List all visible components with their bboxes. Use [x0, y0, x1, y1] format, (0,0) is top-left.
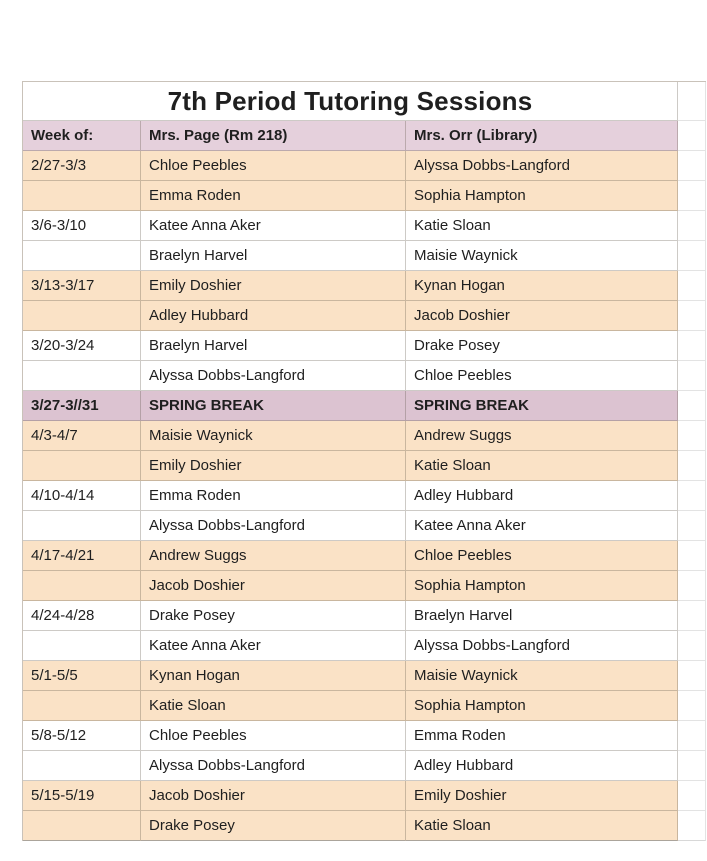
page-student-cell[interactable]: Jacob Doshier [141, 781, 406, 811]
empty-cell[interactable] [678, 541, 706, 571]
orr-student-cell[interactable]: Chloe Peebles [406, 361, 678, 391]
orr-student-cell[interactable]: Maisie Waynick [406, 661, 678, 691]
table-row [23, 361, 706, 391]
column-header-week[interactable]: Week of: [23, 121, 141, 151]
week-cell[interactable] [23, 751, 141, 781]
empty-cell[interactable] [678, 241, 706, 271]
week-cell[interactable] [23, 241, 141, 271]
orr-student-cell[interactable]: Sophia Hampton [406, 571, 678, 601]
table-row [23, 391, 706, 421]
week-cell[interactable]: 3/13-3/17 [23, 271, 141, 301]
page-student-cell[interactable]: Alyssa Dobbs-Langford [141, 361, 406, 391]
empty-cell[interactable] [678, 811, 706, 841]
header-row [23, 121, 706, 151]
empty-cell[interactable] [678, 631, 706, 661]
table-row [23, 541, 706, 571]
orr-student-cell[interactable]: Sophia Hampton [406, 181, 678, 211]
week-cell[interactable] [23, 811, 141, 841]
empty-cell[interactable] [678, 421, 706, 451]
orr-student-cell[interactable]: Emma Roden [406, 721, 678, 751]
empty-cell[interactable] [678, 751, 706, 781]
week-cell[interactable] [23, 361, 141, 391]
week-cell[interactable] [23, 451, 141, 481]
week-cell[interactable]: 3/20-3/24 [23, 331, 141, 361]
week-cell[interactable]: 5/8-5/12 [23, 721, 141, 751]
week-cell[interactable]: 5/1-5/5 [23, 661, 141, 691]
page-student-cell[interactable]: Emily Doshier [141, 271, 406, 301]
page-student-cell[interactable]: Adley Hubbard [141, 301, 406, 331]
empty-cell[interactable] [678, 301, 706, 331]
week-cell[interactable]: 3/27-3//31 [23, 391, 141, 421]
empty-cell[interactable] [678, 361, 706, 391]
page-student-cell[interactable]: SPRING BREAK [141, 391, 406, 421]
page-student-cell[interactable]: Emma Roden [141, 481, 406, 511]
page-student-cell[interactable]: Emma Roden [141, 181, 406, 211]
page-student-cell[interactable]: Jacob Doshier [141, 571, 406, 601]
page-student-cell[interactable]: Emily Doshier [141, 451, 406, 481]
week-cell[interactable]: 4/3-4/7 [23, 421, 141, 451]
empty-cell[interactable] [678, 181, 706, 211]
table-row [23, 661, 706, 691]
orr-student-cell[interactable]: Katee Anna Aker [406, 511, 678, 541]
empty-cell[interactable] [678, 82, 706, 121]
empty-cell[interactable] [678, 601, 706, 631]
page-student-cell[interactable]: Drake Posey [141, 811, 406, 841]
orr-student-cell[interactable]: Alyssa Dobbs-Langford [406, 631, 678, 661]
week-cell[interactable] [23, 181, 141, 211]
table-row [23, 241, 706, 271]
orr-student-cell[interactable]: Chloe Peebles [406, 541, 678, 571]
orr-student-cell[interactable]: Jacob Doshier [406, 301, 678, 331]
table-row [23, 811, 706, 841]
week-cell[interactable] [23, 571, 141, 601]
title-row [23, 82, 706, 121]
table-row [23, 511, 706, 541]
column-header-mrs-page[interactable]: Mrs. Page (Rm 218) [141, 121, 406, 151]
table-row [23, 181, 706, 211]
page-student-cell[interactable]: Chloe Peebles [141, 151, 406, 181]
orr-student-cell[interactable]: Drake Posey [406, 331, 678, 361]
table-row [23, 481, 706, 511]
page-student-cell[interactable]: Chloe Peebles [141, 721, 406, 751]
empty-cell[interactable] [678, 721, 706, 751]
page-student-cell[interactable]: Braelyn Harvel [141, 331, 406, 361]
empty-cell[interactable] [678, 511, 706, 541]
orr-student-cell[interactable]: Maisie Waynick [406, 241, 678, 271]
table-row [23, 211, 706, 241]
week-cell[interactable]: 2/27-3/3 [23, 151, 141, 181]
table-row [23, 751, 706, 781]
week-cell[interactable] [23, 631, 141, 661]
orr-student-cell[interactable]: SPRING BREAK [406, 391, 678, 421]
orr-student-cell[interactable]: Sophia Hampton [406, 691, 678, 721]
orr-student-cell[interactable]: Adley Hubbard [406, 751, 678, 781]
orr-student-cell[interactable]: Braelyn Harvel [406, 601, 678, 631]
empty-cell[interactable] [678, 451, 706, 481]
week-cell[interactable]: 5/15-5/19 [23, 781, 141, 811]
table-row [23, 601, 706, 631]
orr-student-cell[interactable]: Kynan Hogan [406, 271, 678, 301]
table-row [23, 721, 706, 751]
table-title: 7th Period Tutoring Sessions [23, 82, 678, 121]
table-body [23, 151, 706, 841]
orr-student-cell[interactable]: Adley Hubbard [406, 481, 678, 511]
page-student-cell[interactable]: Maisie Waynick [141, 421, 406, 451]
page-student-cell[interactable]: Kynan Hogan [141, 661, 406, 691]
table-row [23, 151, 706, 181]
empty-cell[interactable] [678, 661, 706, 691]
week-cell[interactable]: 4/17-4/21 [23, 541, 141, 571]
page-student-cell[interactable]: Braelyn Harvel [141, 241, 406, 271]
orr-student-cell[interactable]: Alyssa Dobbs-Langford [406, 151, 678, 181]
empty-cell[interactable] [678, 211, 706, 241]
empty-cell[interactable] [678, 331, 706, 361]
page-student-cell[interactable]: Alyssa Dobbs-Langford [141, 751, 406, 781]
empty-cell[interactable] [678, 481, 706, 511]
table-row [23, 781, 706, 811]
tutoring-schedule-table [22, 81, 706, 841]
page-student-cell[interactable]: Katee Anna Aker [141, 211, 406, 241]
column-header-mrs-orr[interactable]: Mrs. Orr (Library) [406, 121, 678, 151]
table-row [23, 451, 706, 481]
table-row [23, 691, 706, 721]
table-row [23, 571, 706, 601]
week-cell[interactable]: 4/24-4/28 [23, 601, 141, 631]
orr-student-cell[interactable]: Katie Sloan [406, 811, 678, 841]
empty-cell[interactable] [678, 121, 706, 151]
page-student-cell[interactable]: Katee Anna Aker [141, 631, 406, 661]
page-student-cell[interactable]: Andrew Suggs [141, 541, 406, 571]
empty-cell[interactable] [678, 391, 706, 421]
table-row [23, 331, 706, 361]
orr-student-cell[interactable]: Katie Sloan [406, 451, 678, 481]
orr-student-cell[interactable]: Katie Sloan [406, 211, 678, 241]
table-row [23, 271, 706, 301]
orr-student-cell[interactable]: Andrew Suggs [406, 421, 678, 451]
page-student-cell[interactable]: Alyssa Dobbs-Langford [141, 511, 406, 541]
empty-cell[interactable] [678, 571, 706, 601]
week-cell[interactable]: 4/10-4/14 [23, 481, 141, 511]
orr-student-cell[interactable]: Emily Doshier [406, 781, 678, 811]
week-cell[interactable] [23, 691, 141, 721]
page-student-cell[interactable]: Katie Sloan [141, 691, 406, 721]
page-student-cell[interactable]: Drake Posey [141, 601, 406, 631]
empty-cell[interactable] [678, 151, 706, 181]
empty-cell[interactable] [678, 781, 706, 811]
week-cell[interactable]: 3/6-3/10 [23, 211, 141, 241]
empty-cell[interactable] [678, 691, 706, 721]
table-row [23, 301, 706, 331]
week-cell[interactable] [23, 511, 141, 541]
week-cell[interactable] [23, 301, 141, 331]
table-row [23, 631, 706, 661]
table-row [23, 421, 706, 451]
empty-cell[interactable] [678, 271, 706, 301]
